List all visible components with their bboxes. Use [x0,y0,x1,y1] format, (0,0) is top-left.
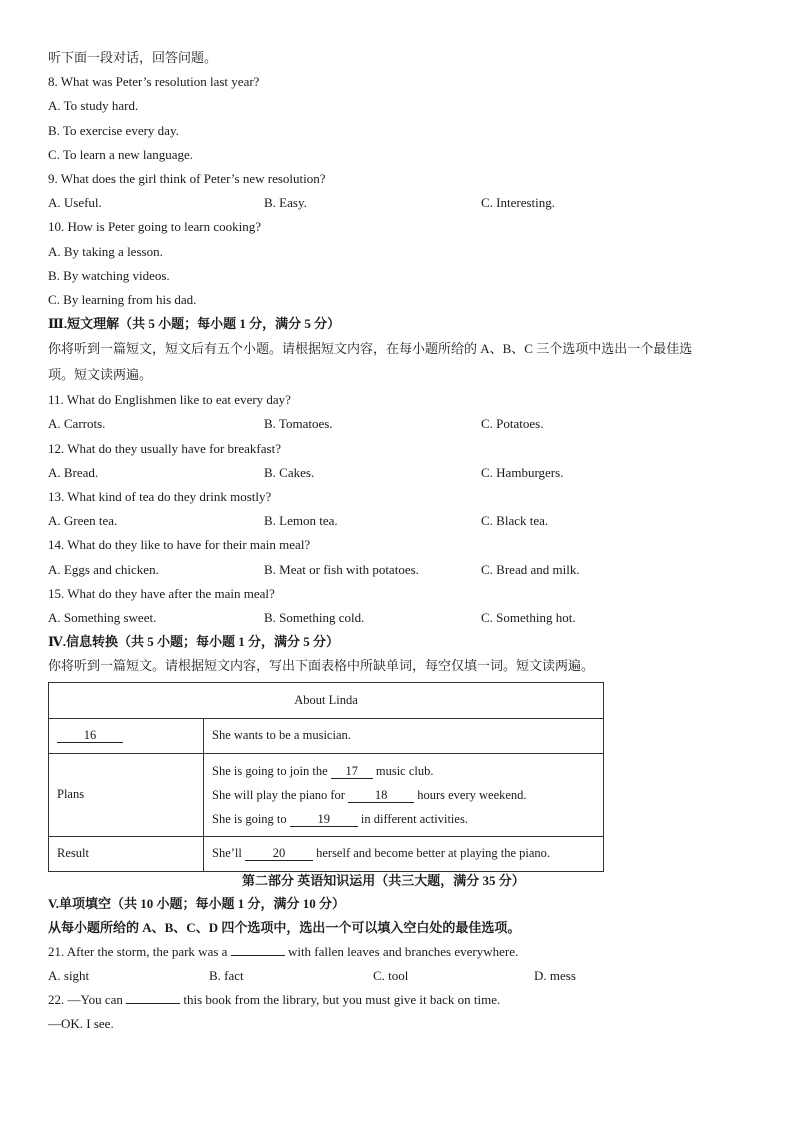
plan-2-prefix: She will play the piano for [212,787,349,802]
question-10-stem: 10. How is Peter going to learn cooking? [48,219,262,235]
question-9-options [48,191,748,215]
question-10-option-b: B. By watching videos. [48,267,170,283]
section-3-instruction-line-2: 项。短文读两遍。 [48,367,153,383]
question-14-option-c: C. Bread and milk. [481,561,580,577]
question-21-suffix: with fallen leaves and branches everywhere. [284,943,519,959]
listen-instruction: 听下面一段对话，回答问题。 [48,50,218,65]
blank-20[interactable]: 20 [245,846,313,861]
question-9-stem: 9. What does the girl think of Peter’s new resolution? [48,170,326,186]
section-3-instruction [48,336,748,388]
plan-3-prefix: She is going to [212,811,290,826]
question-8-option-c: C. To learn a new language. [48,146,194,162]
question-10-option-c: C. By learning from his dad. [48,291,197,307]
question-13-option-b: B. Lemon tea. [264,513,338,529]
plan-line-3 [212,807,595,831]
question-9-option-a: A. Useful. [48,195,102,211]
section-4-instruction: 你将听到一篇短文。请根据短文内容，写出下面表格中所缺单词，每空仅填一词。短文读两遍。 [48,658,595,674]
section-5-title: V.单项填空（共 10 小题；每小题 1 分，满分 10 分） [48,895,345,911]
question-22-stem [48,988,748,1012]
blank-16[interactable]: 16 [57,728,123,743]
question-22-suffix: this book from the library, but you must give it back on time. [180,992,501,1008]
section-3-instruction-line-1: 你将听到一篇短文，短文后有五个小题。请根据短文内容，在每小题所给的 A、B、C 三个选项中选出一个最佳选 [48,341,693,357]
plan-1-suffix: music club. [372,763,434,778]
question-8-stem: 8. What was Peter’s resolution last year? [48,74,260,90]
question-13-stem: 13. What kind of tea do they drink mostly? [48,489,272,504]
blank-16-cell [49,718,204,753]
question-22-blank[interactable] [126,991,180,1004]
question-11-options [48,412,748,436]
linda-info-table [48,682,604,872]
question-21-option-a: A. sight [48,968,90,984]
plan-line-2 [212,783,595,807]
plan-line-1 [212,759,595,783]
question-21-stem [48,940,748,964]
question-21-blank[interactable] [231,943,285,956]
section-5-instruction: 从每小题所给的 A、B、C、D 四个选项中，选出一个可以填入空白处的最佳选项。 [48,919,521,935]
question-12-stem: 12. What do they usually have for breakfast? [48,440,281,456]
question-21-option-c: C. tool [373,968,409,984]
plan-1-prefix: She is going to join the [212,763,331,778]
plans-cell [204,753,604,836]
question-21-prefix: 21. After the storm, the park was a [48,943,231,959]
plan-2-suffix: hours every weekend. [414,787,527,802]
question-21-option-b: B. fact [209,968,244,984]
question-15-options [48,606,748,630]
question-15-stem: 15. What do they have after the main meal? [48,585,275,601]
result-label: Result [49,836,204,871]
question-21-option-d: D. mess [534,968,576,984]
question-11-stem: 11. What do Englishmen like to eat every day? [48,392,291,408]
question-13-option-a: A. Green tea. [48,513,118,529]
result-cell [204,836,604,871]
question-12-option-b: B. Cakes. [264,464,315,480]
question-11-option-b: B. Tomatoes. [264,416,333,432]
question-22-prefix: 22. —You can [48,992,127,1008]
question-10-option-a: A. By taking a lesson. [48,243,163,259]
section-4-title: Ⅳ.信息转换（共 5 小题；每小题 1 分，满分 5 分） [48,634,340,650]
question-14-option-b: B. Meat or fish with potatoes. [264,561,419,577]
blank-19[interactable]: 19 [290,812,358,827]
question-15-option-a: A. Something sweet. [48,609,157,625]
question-11-option-a: A. Carrots. [48,416,106,432]
question-12-option-a: A. Bread. [48,464,99,480]
question-12-options [48,461,748,485]
question-12-option-c: C. Hamburgers. [481,464,564,480]
exam-page [48,46,748,1037]
question-13-options [48,509,748,533]
question-15-option-b: B. Something cold. [264,609,365,625]
row-1-text: She wants to be a musician. [204,718,604,753]
result-suffix: herself and become better at playing the piano. [312,846,551,860]
question-21-options [48,964,748,988]
question-11-option-c: C. Potatoes. [481,416,544,432]
plans-label: Plans [49,753,204,836]
question-14-stem: 14. What do they like to have for their main meal? [48,537,311,553]
question-22-reply: —OK. I see. [48,1016,114,1032]
blank-18[interactable]: 18 [348,788,414,803]
question-8-option-a: A. To study hard. [48,98,139,114]
question-15-option-c: C. Something hot. [481,609,576,625]
result-prefix: She’ll [212,846,245,860]
blank-17[interactable]: 17 [331,764,373,779]
question-9-option-b: B. Easy. [264,195,307,211]
table-title: About Linda [49,682,604,718]
question-9-option-c: C. Interesting. [481,195,556,211]
plan-3-suffix: in different activities. [357,811,468,826]
question-14-option-a: A. Eggs and chicken. [48,561,159,577]
question-13-option-c: C. Black tea. [481,513,549,529]
question-14-options [48,558,748,582]
part-2-title: 第二部分 英语知识运用（共三大题，满分 35 分） [242,872,525,888]
question-8-option-b: B. To exercise every day. [48,122,179,138]
section-3-title: Ⅲ.短文理解（共 5 小题；每小题 1 分，满分 5 分） [48,316,341,332]
